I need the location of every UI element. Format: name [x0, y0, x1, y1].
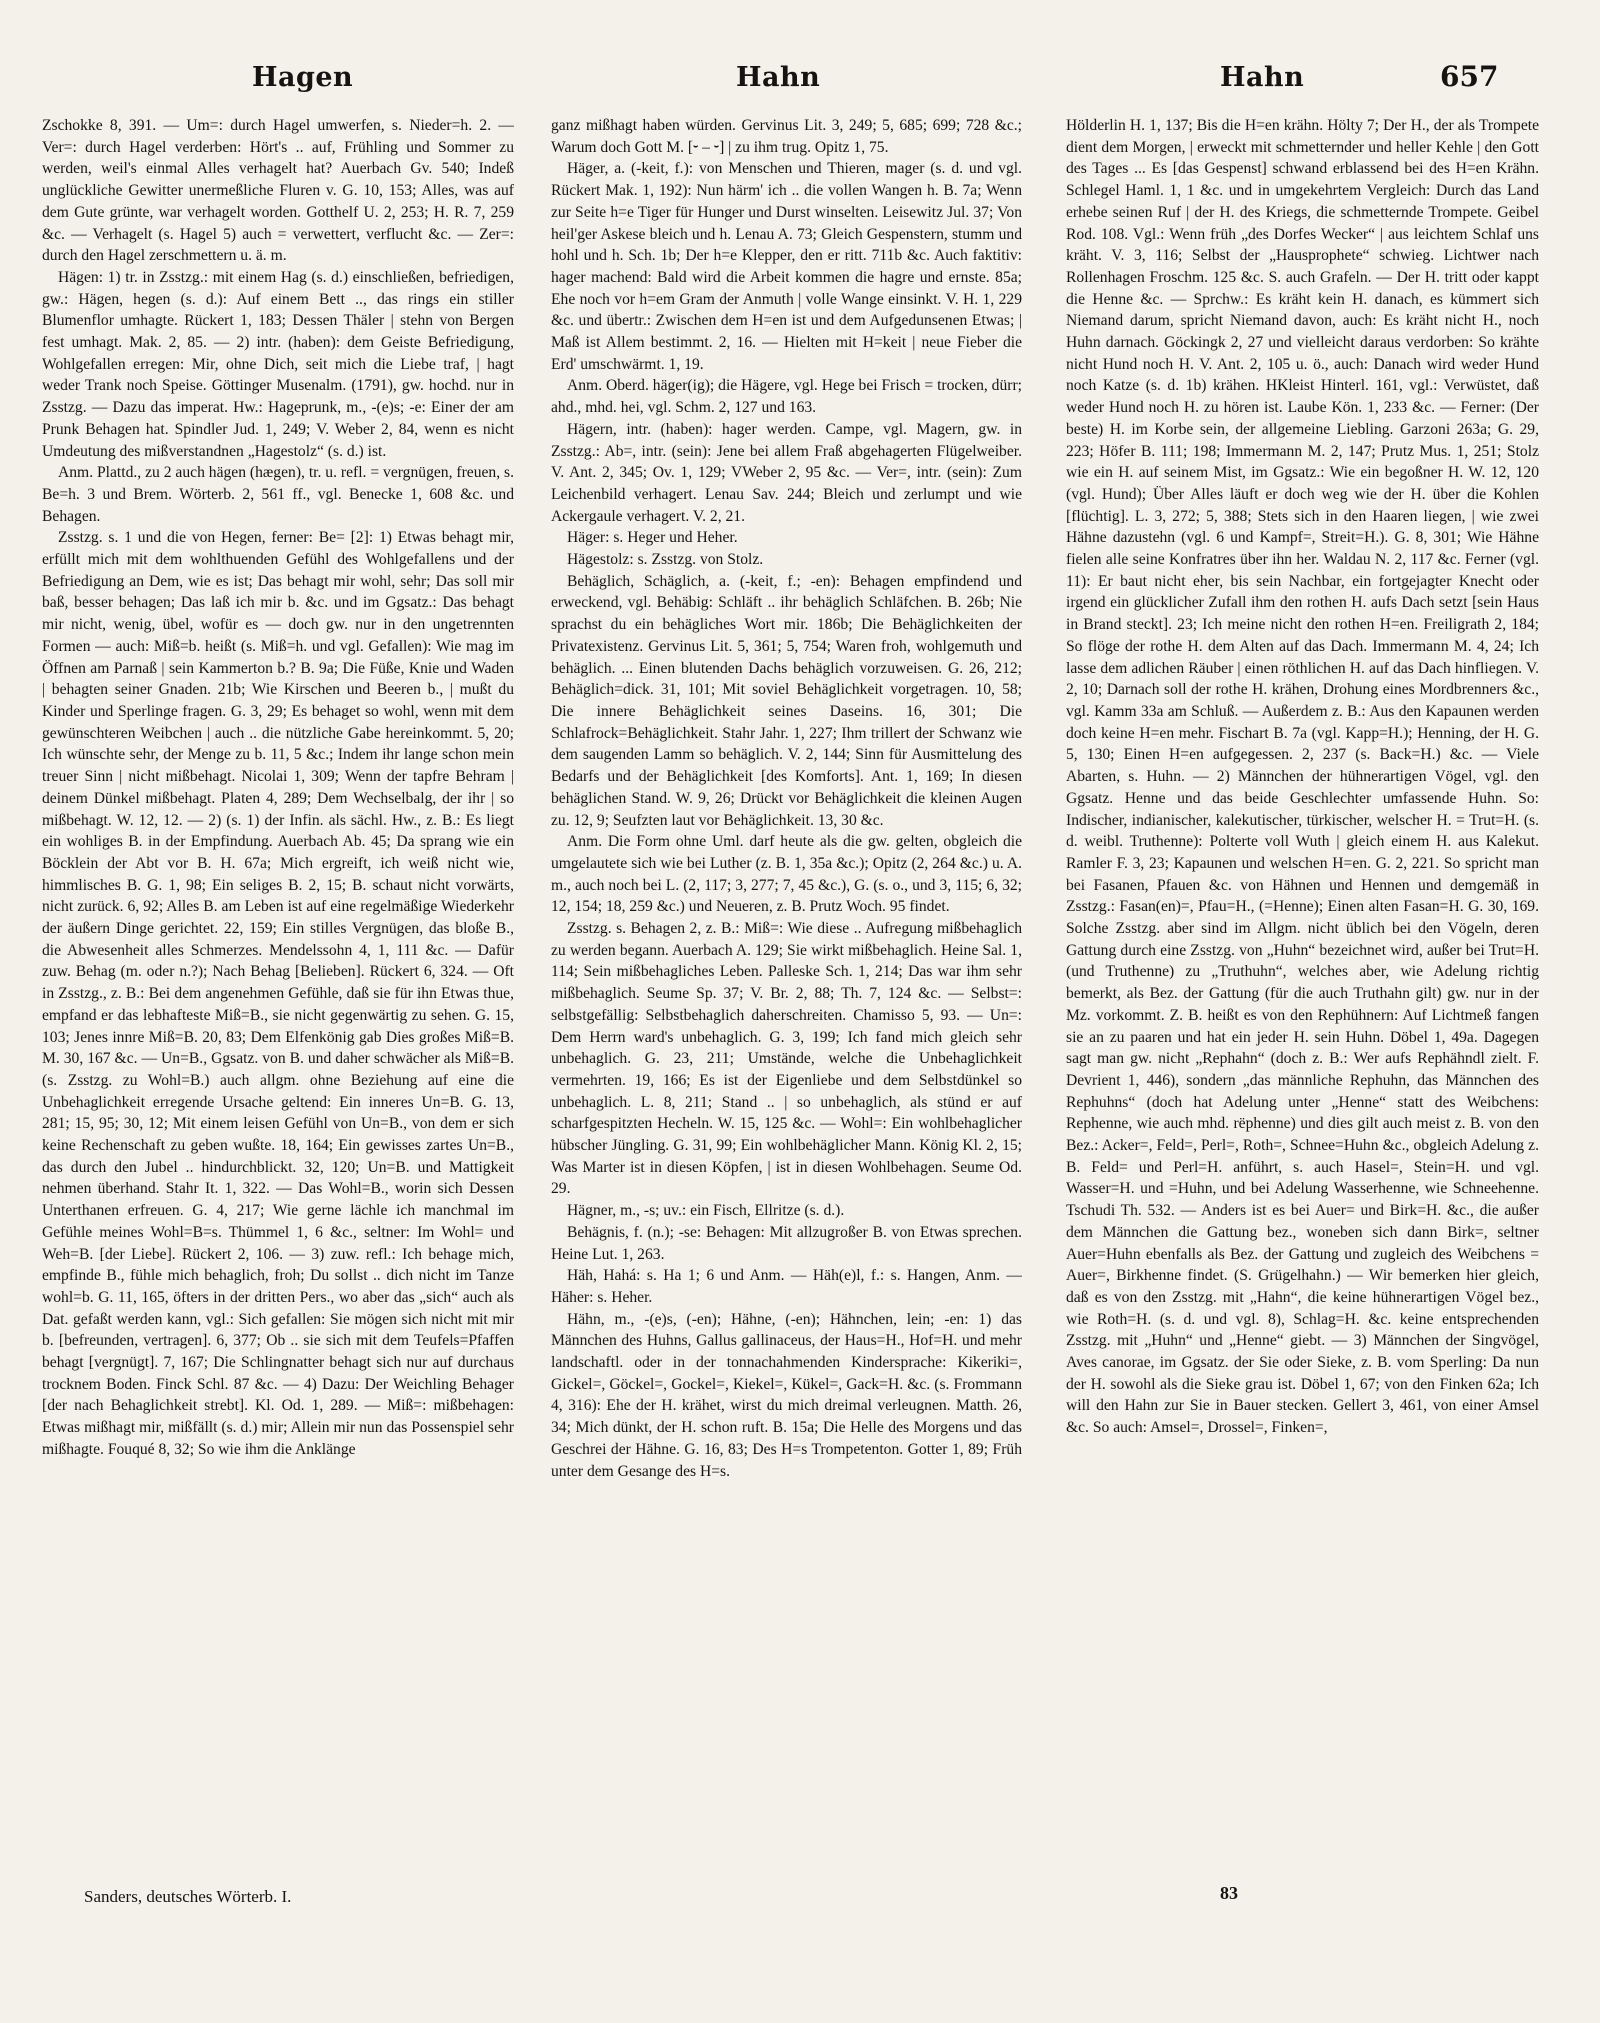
- left-running-headword: Hagen: [252, 62, 354, 93]
- column-center: [551, 115, 1022, 1885]
- paragraph: Zschokke 8, 391. — Um=: durch Hagel umwerfen, s. Nieder=h. 2. — Ver=: durch Hagel verderben: Hört's .. auf, Frühling und Sommer zu werden, weil's einmal Alles verhagelt hat? Auerbach Gv. 540; Indeß unglückliche Gewitter unermeßliche Fluren v. G. 10, 153; Alles, was auf dem Gute grünte, war verhagelt worden. Gotthelf U. 2, 253; H. R. 7, 259 &c. — Verhagelt (s. Hagel 5) auch = verwettert, verflucht &c. — Zer=: durch den Hagel zerschmettern u. ä. m.: [42, 117, 514, 265]
- paragraph: Anm. Plattd., zu 2 auch hägen (hægen), tr. u. refl. = vergnügen, freuen, s. Be=h. 3 und Brem. Wörterb. 2, 561 ff., vgl. Benecke 1, 608 &c. und Behagen.: [42, 464, 514, 525]
- paragraph: Hägestolz: s. Zsstzg. von Stolz.: [567, 551, 764, 569]
- imprint-line: Sanders, deutsches Wörterb. I.: [84, 1887, 292, 1906]
- paragraph: Zsstzg. s. Behagen 2, z. B.: Miß=: Wie diese .. Aufregung mißbehaglich zu werden begann. Auerbach A. 129; Sie wirkt mißbehaglich. Heine Sal. 1, 114; Sein mißbehagliches Leben. Palleske Sch. 1, 214; Das war ihm sehr mißbehaglich. Seume Sp. 37; V. Br. 2, 88; Th. 7, 124 &c. — Selbst=: selbstgefällig: Selbstbehaglich daherschreiten. Chamisso 5, 93. — Un=: Dem Herrn ward's unbehaglich. G. 3, 199; Ich fand mich gleich sehr unbehaglich. G. 23, 211; Umstände, welche die Unbehaglichkeit vermehrten. 19, 166; Es ist der Eigenliebe und dem Selbstdünkel so unbehaglich. L. 8, 211; Stand .. | so unbehaglich, als stünd er auf scharfgespitzten Hecheln. W. 15, 125 &c. — Wohl=: Ein wohlbehaglicher hübscher Jüngling. G. 31, 99; Ein wohlbehäglicher Mann. König Kl. 2, 15; Was Marter ist in diesen Köpfen, | ist in diesen Wohlbehagen. Seume Od. 29.: [551, 920, 1022, 1198]
- signature-mark: 83: [1220, 1883, 1238, 1903]
- paragraph: Häger: s. Heger und Heher.: [567, 529, 738, 547]
- paragraph: Hägner, m., -s; uv.: ein Fisch, Ellritze (s. d.).: [567, 1202, 845, 1220]
- paragraph: Behäglich, Schäglich, a. (-keit, f.; -en): Behagen empfindend und erweckend, vgl. Behäbig: Schläft .. ihr behäglich Schläfchen. B. 26b; Nie sprachst du ein behägliches Wort mir. 186b; Die Behäglichkeiten der Privatexistenz. Gervinus Lit. 5, 361; 5, 754; Waren froh, wohlgemuth und behäglich. ... Einen blutenden Dachs behäglich vorzuweisen. G. 26, 212; Behäglich=dick. 31, 101; Mit soviel Behäglichkeit vorgetragen. 10, 58; Die innere Behäglichkeit seines Daseins. 16, 301; Die Schlafrock=Behäglichkeit. Stahr Jahr. 1, 227; Ihm trillert der Schwanz wie dem saugenden Lamm so behäglich. V. 2, 144; Sinn für Ausmittelung des Bedarfs und der Behäglichkeit [des Komforts]. Ant. 1, 169; In diesen behäglichen Stand. W. 9, 26; Drückt vor Behäglichkeit die kleinen Augen zu. 12, 9; Seufzten laut vor Behäglichkeit. 13, 30 &c.: [551, 572, 1022, 829]
- page-footer: [0, 1883, 1600, 1917]
- center-running-headword: Hahn: [736, 62, 821, 93]
- paragraph: Häh, Hahá: s. Ha 1; 6 und Anm. — Häh(e)l, f.: s. Hangen, Anm. — Häher: s. Heher.: [551, 1267, 1022, 1306]
- paragraph: Hägen: 1) tr. in Zsstzg.: mit einem Hag (s. d.) einschließen, befriedigen, gw.: Hägen, hegen (s. d.): Auf einem Bett .., das rings ein stiller Blumenflor umhagte. Rückert 1, 183; Dessen Thäler | stehn von Bergen fest umhagt. Mak. 2, 85. — 2) intr. (haben): dem Geiste Befriedigung, Wohlgefallen erregen: Mir, ohne Dich, seit mich die Liebe traf, | hagt weder Trank noch Speise. Göttinger Musenalm. (1791), gw. hochd. nur in Zsstzg. — Dazu das imperat. Hw.: Hageprunk, m., -(e)s; -e: Einer der am Prunk Behagen hat. Spindler Jud. 1, 249; V. Weber 2, 84, wenn es nicht Umdeutung des mißverstandnen „Hagestolz“ (s. d.) ist.: [42, 268, 514, 460]
- right-running-headword: Hahn: [1220, 62, 1305, 93]
- paragraph: Anm. Oberd. häger(ig); die Hägere, vgl. Hege bei Frisch = trocken, dürr; ahd., mhd. hei, vgl. Schm. 2, 127 und 163.: [551, 377, 1022, 417]
- paragraph: Hähn, m., -(e)s, (-en); Hähne, (-en); Hähnchen, lein; -en: 1) das Männchen des Huhns, Gallus gallinaceus, der Haus=H., Hof=H. und mehr landschaftl. oder in der tonnachahmenden Kindersprache: Kikeriki=, Gickel=, Göckel=, Gockel=, Kiekel=, Kükel=, Gack=H. &c. (s. Frommann 4, 316): Ehe der H. krähet, wirst du mich dreimal verleugnen. Matth. 26, 34; Mich dünkt, der H. schon ruft. B. 15a; Die Helle des Morgens und das Geschrei der Hähne. G. 16, 83; Des H=s Trompetenton. Gotter 1, 89; Früh unter dem Gesange des H=s.: [551, 1310, 1022, 1480]
- paragraph: Häger, a. (-keit, f.): von Menschen und Thieren, mager (s. d. und vgl. Rückert Mak. 1, 192): Nun härm' ich .. die vollen Wangen h. B. 7a; Wenn zur Seite h=e Tiger für Hunger und Durst winselten. Leisewitz Jul. 37; Von heil'ger Askese bleich und h. Lenau A. 73; Gleich Gespenstern, stumm und hohl und h. Sch. 1b; Der h=e Klepper, den er ritt. 711b &c. Auch faktitiv: hager machend: Bald wird die Arbeit kommen die hagre und ernste. 85a; Ehe noch vor h=em Gram der Anmuth | volle Wange einsinkt. V. H. 1, 229 &c. und übertr.: Zwischen dem H=en ist und dem Aufgedunsenen Etwas; | Maß ist Allem bestimmt. 2, 16. — Hielten mit H=keit | neue Fieber die Erd' umschwärmt. 1, 19.: [551, 160, 1022, 373]
- paragraph: Anm. Die Form ohne Uml. darf heute als die gw. gelten, obgleich die umgelautete sich wie bei Luther (z. B. 1, 35a &c.); Opitz (2, 264 &c.) u. A. m., auch noch bei L. (2, 117; 3, 277; 7, 45 &c.), G. (s. o., und 3, 115; 6, 32; 12, 154; 18, 259 &c.) und Neueren, z. B. Prutz Woch. 95 findet.: [551, 833, 1022, 916]
- paragraph: ganz mißhagt haben würden. Gervinus Lit. 3, 249; 5, 685; 699; 728 &c.; Warum doch Gott M. [⏑ – ⏑] | zu ihm trug. Opitz 1, 75.: [551, 117, 1022, 156]
- column-left: [42, 115, 514, 1885]
- page-header: [0, 62, 1600, 102]
- column-right: [1066, 115, 1539, 1885]
- paragraph: Hägern, intr. (haben): hager werden. Campe, vgl. Magern, gw. in Zsstzg.: Ab=, intr. (sein): Jene bei allem Fraß abgehagerten Flügelweiber. V. Ant. 2, 345; Ov. 1, 129; VWeber 2, 95 &c. — Ver=, intr. (sein): Zum Leichenbild verhagert. Lenau Sav. 244; Bleich und zerlumpt und wie Ackergaule verhagert. V. 2, 21.: [551, 420, 1022, 525]
- paragraph: Behägnis, f. (n.); -se: Behagen: Mit allzugroßer B. von Etwas sprechen. Heine Lut. 1, 263.: [551, 1223, 1022, 1263]
- page-number: 657: [1440, 60, 1499, 93]
- paragraph: Zsstzg. s. 1 und die von Hegen, ferner: Be= [2]: 1) Etwas behagt mir, erfüllt mich mit dem wohlthuenden Gefühl des Wohlgefallens und der Befriedigung an Dem, wie es ist; Das behagt mir wohl, sehr; Das soll mir baß, besser behagen; Das laß ich mir b. &c. und im Ggsatz.: Das behagt mir nicht, wenig, übel, wofür es — doch gw. nur in den ungetrennten Formen — auch: Miß=b. heißt (s. Miß=h. und vgl. Gefallen): Wie mag im Öffnen am Parnaß | sein Kammerton b.? B. 9a; Die Füße, Knie und Waden | behagten seiner Gnaden. 21b; Wie Kirschen und Beeren b., | mußt du Kinder und Sperlinge fragen. G. 3, 29; Es behaget so wohl, wenn mit dem gewünschteren Weibchen | auch .. die nützliche Gabe hereinkommt. 5, 20; Ich wünschte sehr, der Menge zu b. 11, 5 &c.; Indem ihr lange schon mein treuer Sinn | nicht mißbehagt. Nicolai 1, 309; Wenn der tapfre Behram | deinem Dünkel mißbehagt. Platen 4, 289; Dem Wechselbalg, der ihr | so mißbehagt. W. 12, 12. — 2) (s. 1) der Infin. als sächl. Hw., z. B.: Es liegt ein wohliges B. in der Empfindung. Auerbach Ab. 45; Da sprang wie ein Böcklein der Abt vor B. H. 67a; Mich ergreift, ich weiß nicht wie, himmlisches B. G. 1, 98; Ein seliges B. 2, 15; B. schaut nicht vorwärts, nicht zurück. 6, 92; Alles B. am Leben ist auf eine regelmäßige Wiederkehr der äußern Dinge gerichtet. 22, 159; Ein stilles Vergnügen, das bloße B., die Abwesenheit alles Schmerzes. Mendelssohn 4, 1, 111 &c. — Dafür zuw. Behag (m. oder n.?); Nach Behag [Belieben]. Rückert 6, 324. — Oft in Zsstzg., z. B.: Bei dem angenehmen Gefühle, daß sie für ihn Etwas thue, empfand er das lebhafteste Miß=B., sie nicht gegenwärtig zu sehen. G. 15, 103; Jenes innre Miß=B. 20, 83; Dem Elfenkönig gab Dies großes Miß=B. M. 30, 167 &c. — Un=B., Ggsatz. von B. und daher schwächer als Miß=B. (s. Zsstzg. zu Wohl=B.) auch allgm. ohne Beziehung auf eine die Unbehaglichkeit erregende Ursache geltend: Ein inneres Un=B. G. 13, 281; 15, 95; 30, 12; Mit einem leisen Gefühl von Un=B., von dem er sich keine Rechenschaft zu geben wußte. 18, 164; Ein gewisses zartes Un=B., das durch den Jubel .. hindurchblickt. 32, 120; Un=B. und Mattigkeit nehmen überhand. Stahr It. 1, 322. — Das Wohl=B., worin sich Dessen Unterthanen erfreuen. G. 4, 217; Wie gerne lächle ich manchmal im Gefühle meines Wohl=B=s. Thümmel 1, 6 &c., seltner: Im Wohl= und Weh=B. [der Liebe]. Rückert 2, 106. — 3) zuw. refl.: Ich behage mich, empfinde B., fühle mich behaglich, froh; Du sollst .. dich nicht im Tanze wohl=b. G. 11, 165, öfters in der dritten Pers., wo aber das „sich“ auch als Dat. gefaßt werden kann, vgl.: Sich gefallen: Sie mögen sich nicht mit mir b. [befreunden, vertragen]. 6, 377; Ob .. sie sich mit dem Teufels=Pfaffen behagt [vergnügt]. 7, 167; Die Schlingnatter behagt sich nur auf durchaus trocknem Boden. Finck Schl. 87 &c. — 4) Dazu: Der Weichling Behager [der nach Behaglichkeit strebt]. Kl. Od. 1, 289. — Miß=: mißbehagen: Etwas mißhagt mir, mißfällt (s. d.) mir; Allein mir nun das Possenspiel sehr mißhagte. Fouqué 8, 32; So wie ihm die Anklänge: [42, 529, 514, 1458]
- paragraph: Hölderlin H. 1, 137; Bis die H=en krähn. Hölty 7; Der H., der als Trompete dient dem Morgen, | erweckt mit schmetternder und heller Kehle | den Gott des Tages ... Es [das Gespenst] schwand erblassend bei des H=en Krähn. Schlegel Haml. 1, 1 &c. und in umgekehrtem Vergleich: Durch das Land erhebe seinen Ruf | der H. des Kriegs, die schmetternde Trompete. Geibel Rod. 108. Vgl.: Wenn früh „des Dorfes Wecker“ | aus leichtem Schlaf uns kräht. V. 3, 116; Selbst der „Hausprophete“ schwieg. Lichtwer nach Rollenhagen Froschm. 125 &c. S. auch Grafeln. — Der H. tritt oder kappt die Henne &c. — Sprchw.: Es kräht kein H. danach, es kümmert sich Niemand darum, spricht Niemand davon, auch: Es kräht nicht H., noch Huhn darnach. Göckingk 2, 27 und vielleicht daraus verdorben: So krähte nicht Hund noch H. V. Ant. 2, 105 u. ö., auch: Danach wird weder Hund noch Katze (s. d. 1b) krähen. HKleist Hinterl. 161, vgl.: Verwüstet, daß weder Hund noch H. zu hören ist. Laube Kön. 1, 233 &c. — Ferner: (Der beste) H. im Korbe sein, der allgemeine Liebling. Garzoni 263a; G. 29, 223; Höfer B. 111; 198; Immermann M. 2, 147; Prutz Mus. 1, 251; Stolz wie ein H. auf seinem Mist, im Ggsatz.: Wie ein begoßner H. W. 12, 120 (vgl. Hund); Über Alles läuft er doch weg wie der H. über die Kohlen [flüchtig]. L. 3, 272; 5, 388; Stets sich in den Haaren liegen, | wie zwei Hähne dazustehn (vgl. 6 und Kampf=, Streit=H.). G. 8, 301; Wie Hähne fielen alle seine Konfratres über ihn her. Waldau N. 2, 117 &c. Ferner (vgl. 11): Er baut nicht eher, bis sein Nachbar, ein fortgejagter Knecht oder irgend ein glücklicher Zufall ihm den rothen H. aufs Dach setzt [sein Haus in Brand steckt]. 23; Ich meine nicht den rothen H=en. Freiligrath 2, 184; So flöge der rothe H. dem Alten auf das Dach. Immermann M. 4, 24; Ich lasse dem adlichen Räuber | einen röthlichen H. auf das Dach hinfliegen. V. 2, 10; Darnach soll der rothe H. krähen, Drohung eines Mordbrenners &c., vgl. Kamm 33a am Schluß. — Außerdem z. B.: Aus den Kapaunen werden doch keine H=en mehr. Fischart B. 7a (vgl. Kapp=H.); Henning, der H. G. 5, 130; Einen H=en aufgegessen. 2, 237 (s. Back=H.) &c. — Viele Abarten, s. Huhn. — 2) Männchen der hühnerartigen Vögel, vgl. den Ggsatz. Henne und das beide Geschlechter umfassende Huhn. So: Indischer, indianischer, kalekutischer, türkischer, welscher H. = Trut=H. (s. d. weibl. Truthenne): Polterte voll Wuth | gleich einem H. aus Kalekut. Ramler F. 3, 23; Kapaunen und welschen H=en. G. 2, 221. So spricht man bei Fasanen, Pfauen &c. von Hähnen und Hennen und demgemäß in Zsstzg.: Fasan(en)=, Pfau=H., (=Henne); Einen alten Fasan=H. G. 30, 169. Solche Zsstzg. aber sind im Allgm. nicht üblich bei den Vögeln, deren Gattung durch eine Zsstzg. von „Huhn“ bezeichnet wird, außer bei Trut=H. (und Truthenne) zu „Truthuhn“, welches aber, wie Adelung richtig bemerkt, als Bez. der Gattung (für die auch Truthahn gilt) gw. nur in der Mz. vorkommt. Z. B. heißt es von den Rephühnern: Auf Lichtmeß fangen sie an zu paaren und hat ein jeder H. sein Huhn. Döbel 1, 49a. Dagegen sagt man gw. nicht „Rephahn“ (doch z. B.: Wer aufs Rephähndl zielt. F. Devrient 1, 446), sondern „das männliche Rephuhn, das Männchen des Rephuhns“ (doch hat Adelung unter „Henne“ statt des Weibchens: Rephenne, wie auch mhd. rëphenne) und dies gilt auch meist z. B. von den Bez.: Acker=, Feld=, Perl=, Roth=, Schnee=Huhn &c., obgleich Adelung z. B. Feld= und Perl=H. anführt, s. auch Hasel=, Stein=H. und vgl. Wasser=H. und =Huhn, und bei Adelung Wasserhenne, wie Schneehenne. Tschudi Th. 532. — Anders ist es bei Auer= und Birk=H. &c., die außer dem Männchen die Gattung bez., woneben sich dann Birk=, seltner Auer=Huhn ebenfalls als Bez. der Gattung und zugleich des Weibchens = Auer=, Birkhenne findet. (S. Grügelhahn.) — Wir bemerken hier gleich, daß es von den Zsstzg. mit „Hahn“, die keine hühnerartigen Vögel bez., wie Roth=H. (s. d. und vgl. 8), Schlag=H. &c. keine entsprechenden Zsstzg. mit „Huhn“ und „Henne“ giebt. — 3) Männchen der Singvögel, Aves canorae, im Ggsatz. der Sie oder Sieke, z. B. vom Sperling: Da nun der H. sowohl als die Sieke grau ist. Döbel 1, 67; von den Finken 62a; Ich will den Hahn zur Sie in Bauer stecken. Gellert 3, 461, von einer Amsel &c. So auch: Amsel=, Drossel=, Finken=,: [1066, 117, 1539, 1437]
